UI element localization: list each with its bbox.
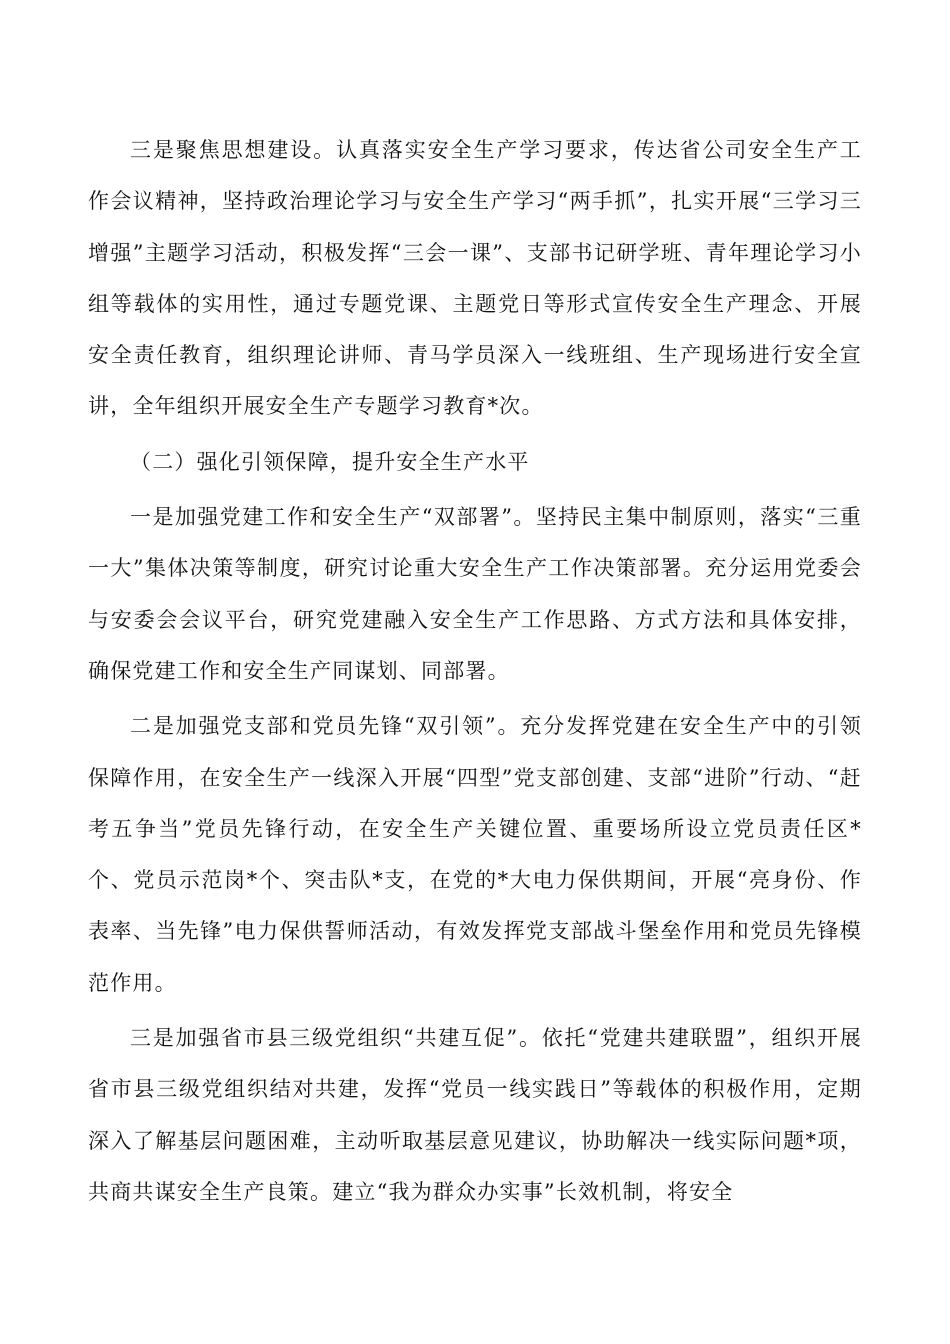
paragraph-ideological-building: 三是聚焦思想建设。认真落实安全生产学习要求，传达省公司安全生产工作会议精神，坚持政治理论学习与安全生产学习“两手抓”，扎实开展“三学习三增强”主题学习活动，积极发挥“三会一课”、支部书记研学班、青年理论学习小组等载体的实用性，通过专题党课、主题党日等形式宣传安全生产理念、开展安全责任教育，组织理论讲师、青马学员深入一线班组、生产现场进行安全宣讲，全年组织开展安全生产专题学习教育*次。 (88, 138, 862, 419)
paragraph-dual-deployment: 一是加强党建工作和安全生产“双部署”。坚持民主集中制原则，落实“三重一大”集体决策等制度，研究讨论重大安全生产工作决策部署。充分运用党委会与安委会会议平台，研究党建融入安全生产工作思路、方式方法和具体安排，确保党建工作和安全生产同谋划、同部署。 (88, 505, 862, 683)
paragraph-co-construction: 三是加强省市县三级党组织“共建互促”。依托“党建共建联盟”，组织开展省市县三级党组织结对共建，发挥“党员一线实践日”等载体的积极作用，定期深入了解基层问题困难，主动听取基层意见建议，协助解决一线实际问题*项，共商共谋安全生产良策。建立“我为群众办实事”长效机制，将安全 (88, 1026, 862, 1204)
paragraph-dual-leadership: 二是加强党支部和党员先锋“双引领”。充分发挥党建在安全生产中的引领保障作用，在安全生产一线深入开展“四型”党支部创建、支部“进阶”行动、“赶考五争当”党员先锋行动，在安全生产关键位置、重要场所设立党员责任区*个、党员示范岗*个、突击队*支，在党的*大电力保供期间，开展“亮身份、作表率、当先锋”电力保供誓师活动，有效发挥党支部战斗堡垒作用和党员先锋模范作用。 (88, 714, 862, 995)
section-heading-2: （二）强化引领保障，提升安全生产水平 (130, 449, 530, 474)
document-page (88, 125, 862, 1222)
